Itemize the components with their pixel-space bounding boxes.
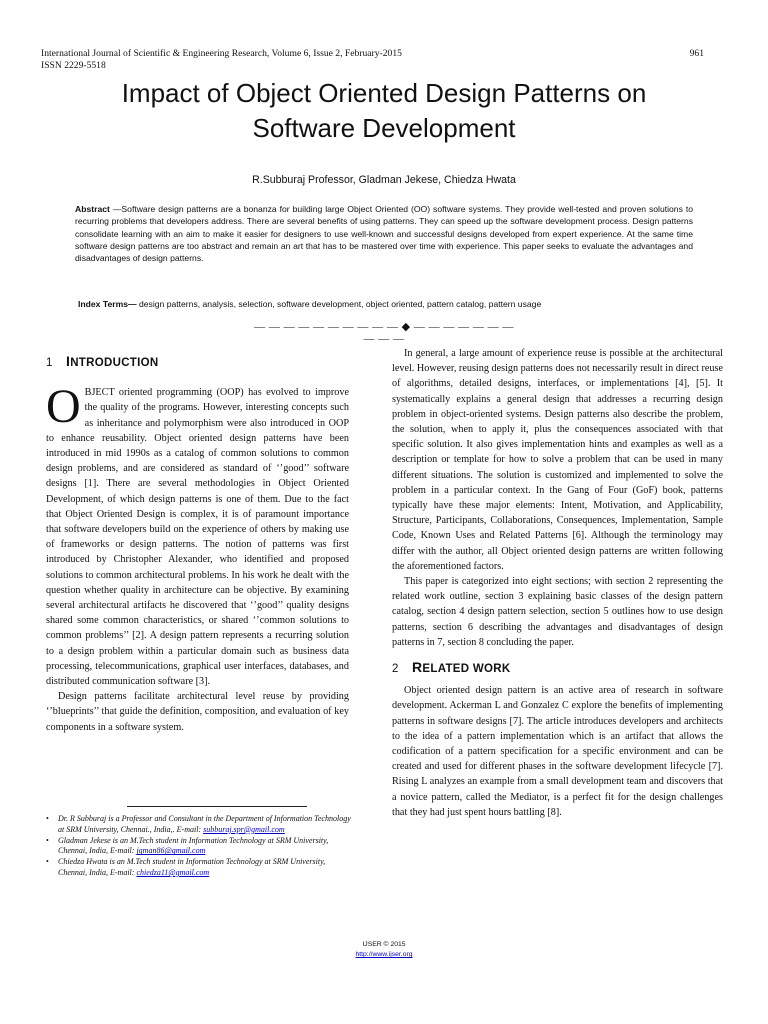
section-divider: — — — — — — — — — — ◆ — — — — — — — — — — bbox=[254, 321, 514, 345]
right-paragraph-2: This paper is categorized into eight sections; with section 2 representing the related work outline, section 3 explaining basic classes of the design pattern catalog, section 4 design pattern selection, section 5 outlines how to use design patterns, section 6 describing the advantages and disadvantages of design patterns in 7, section 8 concluding the paper. bbox=[392, 576, 723, 648]
index-terms bbox=[78, 299, 541, 309]
footnote bbox=[46, 836, 356, 858]
footnote bbox=[46, 857, 356, 879]
index-terms-text: design patterns, analysis, selection, software development, object oriented, pattern catalog, pattern usage bbox=[136, 299, 542, 309]
bullet-icon: • bbox=[46, 814, 49, 823]
abstract-text: —Software design patterns are a bonanza for building large Object Oriented (OO) software systems. They provide well-tested and proven solutions to recurring problems that developers address. There are several benefits of using patterns. They can speed up the software development process. Design patterns consolidate learning with an aim to make it easier for designers to use well-known and successful designs developed from expert experience. At the same time software design patterns are too abstract and remain an art that has to be mastered over time with experience. This paper seeks to evaluate the advantages and disadvantages of design patterns. bbox=[75, 204, 693, 264]
footnotes bbox=[46, 814, 356, 879]
footnote-email-link[interactable]: subburaj.spr@gmail.com bbox=[203, 824, 285, 834]
footnote-text: Gladman Jekese is an M.Tech student in Information Technology at SRM University, Chennai, India, E-mail: bbox=[58, 835, 329, 856]
section-2-title: ELATED WORK bbox=[422, 663, 511, 676]
authors: R.Subburaj Professor, Gladman Jekese, Chiedza Hwata bbox=[252, 174, 516, 186]
section-2-number: 2 bbox=[392, 663, 399, 676]
right-paragraph-1: In general, a large amount of experience reuse is possible at the architectural level. However, reusing design patterns does not necessarily result in direct reuse of algorithms, detailed designs, interfaces, or implementations [4], [5]. It systematically explains a general design that addresses a recurring design problem in object-oriented systems. Design patterns also describe the problem, the solution, when to apply it, plus the consequences associated with that specific solution. It also gives implementation hints and examples as well as a description or template for how to solve a problem that can be used in many different situations. The solution is customized and implemented to solve the problem in a particular context. In the Gang of Four (GoF) book, patterns typically have these major elements: Intent, Motivation, and Applicability, Structure, Participants, Collaborations, Consequences, Implementation, Sample Code, Known Uses and Related Patterns [6]. Although the terminology may differ with the author, all Object oriented design patterns are written following the aforementioned factors. bbox=[392, 348, 723, 572]
abstract-label: Abstract bbox=[75, 204, 110, 214]
left-column bbox=[46, 354, 349, 735]
footnote-text: Chiedza Hwata is an M.Tech student in Information Technology at SRM University, Chennai, India, E-mail: bbox=[58, 857, 326, 877]
section-2-heading bbox=[392, 660, 723, 677]
section-1-paragraph-2: Design patterns facilitate architectural level reuse by providing ‘’blueprints’’ that guide the definition, composition, and evaluation of key components in a software system. bbox=[46, 691, 349, 733]
abstract bbox=[75, 203, 693, 264]
index-terms-label: Index Terms— bbox=[78, 299, 137, 309]
section-1-heading bbox=[46, 354, 349, 371]
section-2-cap: R bbox=[412, 659, 423, 676]
section-1-cap: I bbox=[66, 353, 71, 369]
footnote-rule bbox=[127, 806, 307, 807]
journal-url-link[interactable]: http://www.ijser.org bbox=[355, 951, 413, 958]
right-column bbox=[392, 346, 723, 820]
footnote-text: Dr. R Subburaj is a Professor and Consultant in the Department of Information Technology at SRM University, Chennai., India,. E-mail: bbox=[58, 814, 351, 834]
issn: ISSN 2229-5518 bbox=[41, 60, 106, 71]
title-line-1: Impact of Object Oriented Design Patterns on bbox=[121, 78, 647, 108]
section-1-title: NTRODUCTION bbox=[70, 357, 159, 369]
drop-cap: O bbox=[46, 380, 81, 434]
journal-line: International Journal of Scientific & Engineering Research, Volume 6, Issue 2, February-2015 bbox=[41, 48, 402, 59]
footnote-email-link[interactable]: chiedza11@gmail.com bbox=[136, 867, 210, 877]
section-2-paragraph-1: Object oriented design pattern is an active area of research in software development. Ackerman L and Gonzalez C explore the benefits of implementing patterns in software designs [7]. The article introduces developers and architects to the idea of a pattern implementation which is an artifact that allows the codification of a pattern specification for a specific environment and can be created and used for different phases in the software development lifecycle [7]. Rising L analyzes an example from a small development team and discovers that a novice pattern, called the Mediator, is a perfect fit for the design challenges that they had just spent hours battling [8]. bbox=[392, 685, 723, 818]
section-1-paragraph-1-text: BJECT oriented programming (OOP) has evolved to improve the quality of the programs. However, interesting concepts such as inheritance and polymorphism were also introduced in OOP to enhance reusability. Object oriented design patterns have been introduced in mid 1990s as a catalog of common solutions to common design problems, and are considered as standard of ‘’good’’ software designs [1]. There are several methodologies in Object Oriented Development, of which design patterns is one of them. Due to the fact that Object Oriented Design is complex, it is of paramount importance that software developers build on the experience of others by making use of frameworks or design patterns. The notion of patterns was first introduced by Christopher Alexander, who identified and proposed solutions to common architectural problems. In his work he dealt with the question whether quality in architecture can be objective. By examining several architectural artifacts he discovered that ‘’good’’ quality designs shared some common characteristics, or shared ‘’common solutions to common problems’’ [2]. A design pattern represents a recurring solution to a design problem within a particular domain such as business data processing, telecommunications, graphical user interfaces, databases, and distributed communication software [3]. bbox=[46, 387, 349, 688]
page-number: 961 bbox=[689, 48, 704, 59]
journal-header bbox=[41, 48, 402, 72]
section-1-paragraph-1 bbox=[46, 380, 349, 689]
title-line-2: Software Development bbox=[252, 113, 516, 143]
paper-title bbox=[40, 76, 728, 146]
bullet-icon: • bbox=[46, 835, 49, 845]
footnote bbox=[46, 814, 356, 836]
footnote-email-link[interactable]: jgman86@gmail.com bbox=[136, 846, 206, 856]
bullet-icon: • bbox=[46, 857, 49, 867]
copyright: IJSER © 2015 bbox=[362, 941, 406, 948]
page-footer bbox=[284, 940, 484, 960]
section-1-number: 1 bbox=[46, 357, 53, 369]
